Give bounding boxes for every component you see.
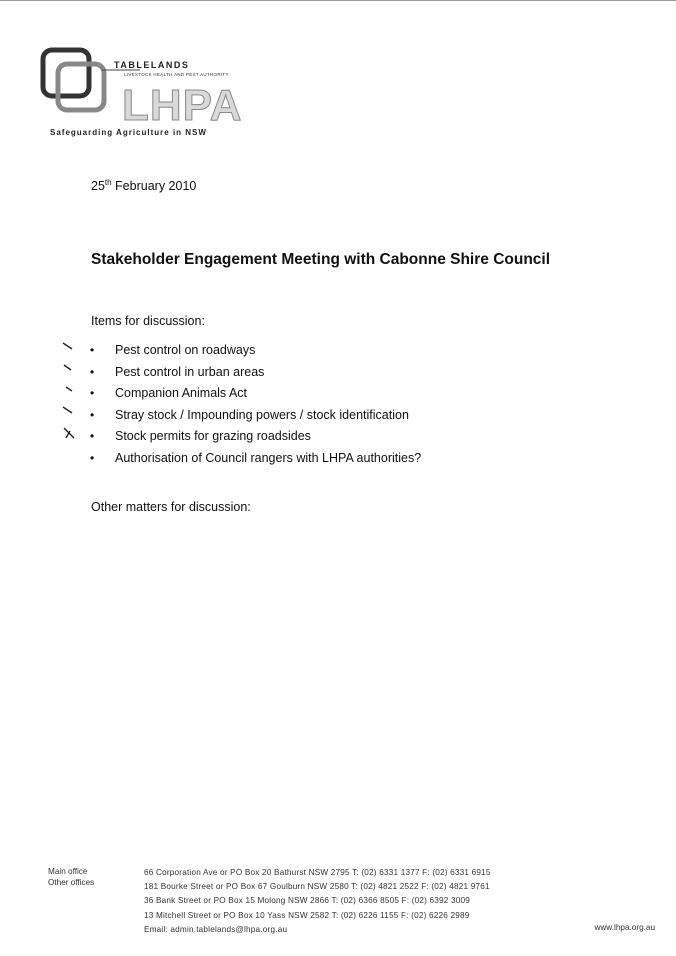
footer-office-labels <box>48 866 94 888</box>
handwritten-tick-icon <box>62 363 80 377</box>
footer-website: www.lhpa.org.au <box>594 923 655 932</box>
footer-address-line: 36 Bank Street or PO Box 15 Molong NSW 2866 T: (02) 6366 8505 F: (02) 6392 3009 <box>144 896 471 906</box>
date-day: 25 <box>91 179 105 193</box>
bullet-icon: • <box>90 364 95 379</box>
other-matters-heading: Other matters for discussion: <box>91 500 251 514</box>
footer-address-line: 66 Corporation Ave or PO Box 20 Bathurst NSW 2795 T: (02) 6331 1377 F: (02) 6331 6915 <box>144 868 491 877</box>
logo-subtitle-text: LIVESTOCK HEALTH AND PEST AUTHORITY <box>124 72 229 77</box>
handwritten-tick-icon <box>62 384 80 398</box>
agenda-item-text: Pest control in urban areas <box>115 364 265 379</box>
handwritten-cross-icon <box>62 427 80 441</box>
date-suffix: th <box>104 177 112 187</box>
footer-address-line: 181 Bourke Street or PO Box 67 Goulburn NSW 2580 T: (02) 4821 2522 F: (02) 4821 9761 <box>144 882 490 892</box>
handwritten-tick-icon <box>62 406 80 420</box>
agenda-item-text: Stock permits for grazing roadsides <box>115 429 311 444</box>
agenda-item-text: Stray stock / Impounding powers / stock identification <box>115 407 409 422</box>
logo-tablelands-text: TABLELANDS <box>114 60 190 70</box>
footer <box>0 860 676 956</box>
bullet-icon: • <box>90 429 95 444</box>
bullet-icon: • <box>90 343 95 357</box>
footer-address-line: 13 Mitchell Street or PO Box 10 Yass NSW 2582 T: (02) 6226 1155 F: (02) 6226 2989 <box>144 910 470 920</box>
other-offices-label: Other offices <box>48 878 95 887</box>
main-office-label: Main office <box>48 867 88 876</box>
items-heading: Items for discussion: <box>91 314 205 328</box>
logo-lhpa-text: LHPA <box>122 81 243 130</box>
logo-tagline: Safeguarding Agriculture in NSW <box>50 128 207 137</box>
bullet-icon: • <box>90 386 95 401</box>
bullet-icon: • <box>90 450 95 465</box>
scan-edge-line <box>0 0 676 1</box>
agenda-item-text: Authorisation of Council rangers with LHPA authorities? <box>115 450 422 465</box>
date-rest: February 2010 <box>111 179 197 193</box>
document-date <box>91 179 196 193</box>
bullet-icon: • <box>90 407 95 422</box>
footer-email-line: Email: admin.tablelands@lhpa.org.au <box>144 924 288 934</box>
footer-addresses <box>144 866 491 937</box>
agenda-item-text: Companion Animals Act <box>115 386 248 401</box>
agenda-item-text: Pest control on roadways <box>115 343 256 357</box>
document-title: Stakeholder Engagement Meeting with Cabonne Shire Council <box>91 251 551 268</box>
handwritten-tick-icon <box>62 341 80 355</box>
